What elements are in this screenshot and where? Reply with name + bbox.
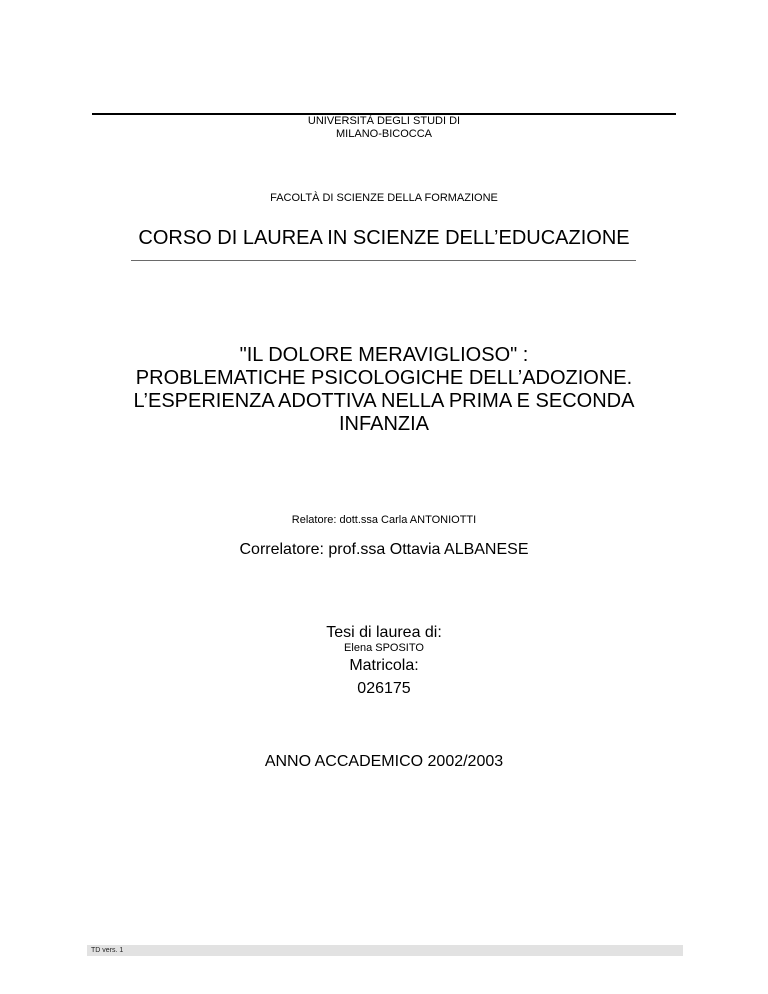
course-underline bbox=[131, 260, 636, 261]
footer-version: TD vers. 1 bbox=[91, 947, 124, 954]
matricola-label: Matricola: bbox=[349, 657, 419, 674]
correlatore: Correlatore: prof.ssa Ottavia ALBANESE bbox=[239, 541, 529, 558]
course-name: CORSO DI LAUREA IN SCIENZE DELL’EDUCAZIONE bbox=[138, 227, 630, 249]
thesis-title-line-3: L’ESPERIENZA ADOTTIVA NELLA PRIMA E SECONDA bbox=[133, 390, 635, 412]
candidate-label: Tesi di laurea di: bbox=[326, 624, 442, 641]
relatore: Relatore: dott.ssa Carla ANTONIOTTI bbox=[291, 514, 477, 526]
matricola-value: 026175 bbox=[357, 680, 411, 697]
thesis-title-line-2: PROBLEMATICHE PSICOLOGICHE DELL’ADOZIONE. bbox=[135, 367, 633, 389]
university-name bbox=[0, 115, 768, 141]
candidate-name: Elena SPOSITO bbox=[344, 642, 424, 654]
thesis-title bbox=[0, 344, 768, 436]
thesis-title-line-4: INFANZIA bbox=[338, 413, 429, 435]
university-line-1: UNIVERSITÀ DEGLI STUDI DI bbox=[307, 115, 461, 127]
thesis-title-line-1: "IL DOLORE MERAVIGLIOSO" : bbox=[239, 344, 529, 366]
academic-year: ANNO ACCADEMICO 2002/2003 bbox=[264, 753, 504, 770]
faculty-name: FACOLTÀ DI SCIENZE DELLA FORMAZIONE bbox=[270, 192, 498, 204]
university-line-2: MILANO-BICOCCA bbox=[336, 128, 432, 140]
footer-bar bbox=[87, 945, 683, 956]
